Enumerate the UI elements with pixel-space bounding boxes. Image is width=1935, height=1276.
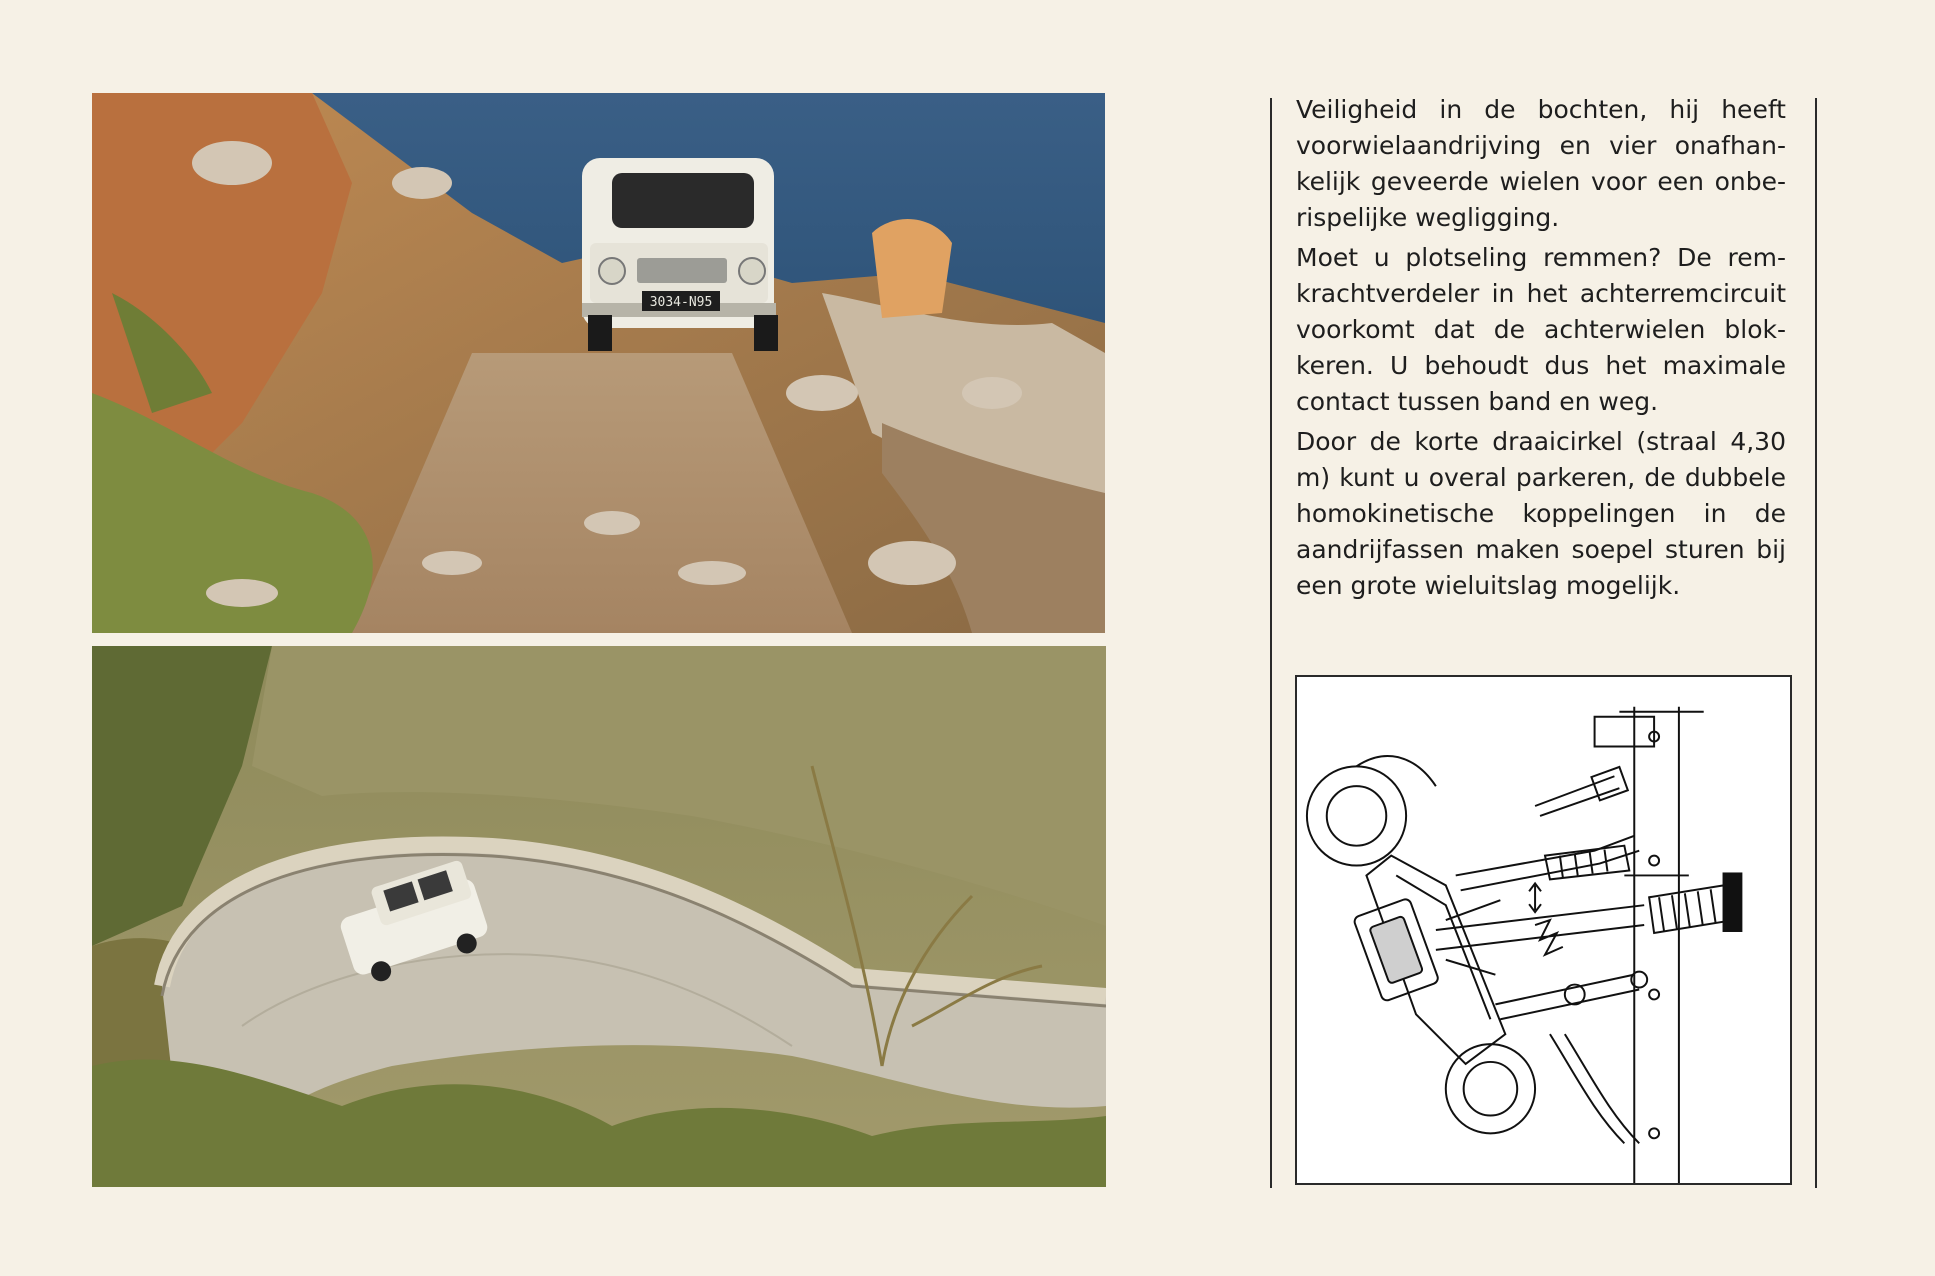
license-plate: 3034-N95 <box>649 295 713 310</box>
suspension-diagram <box>1295 675 1792 1185</box>
body-text <box>1296 92 1786 608</box>
paragraph-turning-circle: Door de korte draaicirkel (straal 4,30 m) kunt u overal parkeren, de dubbele homokinetische koppelingen in de aandrijfassen maken soepel sturen bij een grote wieluitslag mogelijk. <box>1296 427 1786 600</box>
column-rule-left <box>1270 98 1272 1188</box>
paragraph-braking: Moet u plotseling remmen? De rem-krachtverdeler in het achterremcircuit voorkomt dat de achterwielen blok-keren. U behoudt dus het maximale contact tussen band en weg. <box>1296 243 1786 416</box>
photo-car-on-hairpin-bend <box>92 646 1106 1187</box>
paragraph-cornering: Veiligheid in de bochten, hij heeft voorwielaandrijving en vier onafhan-kelijk geveerde wielen voor een onbe-rispelijke wegligging. <box>1296 95 1786 232</box>
column-rule-right <box>1815 98 1817 1188</box>
photo-car-on-rocky-track <box>92 93 1105 633</box>
